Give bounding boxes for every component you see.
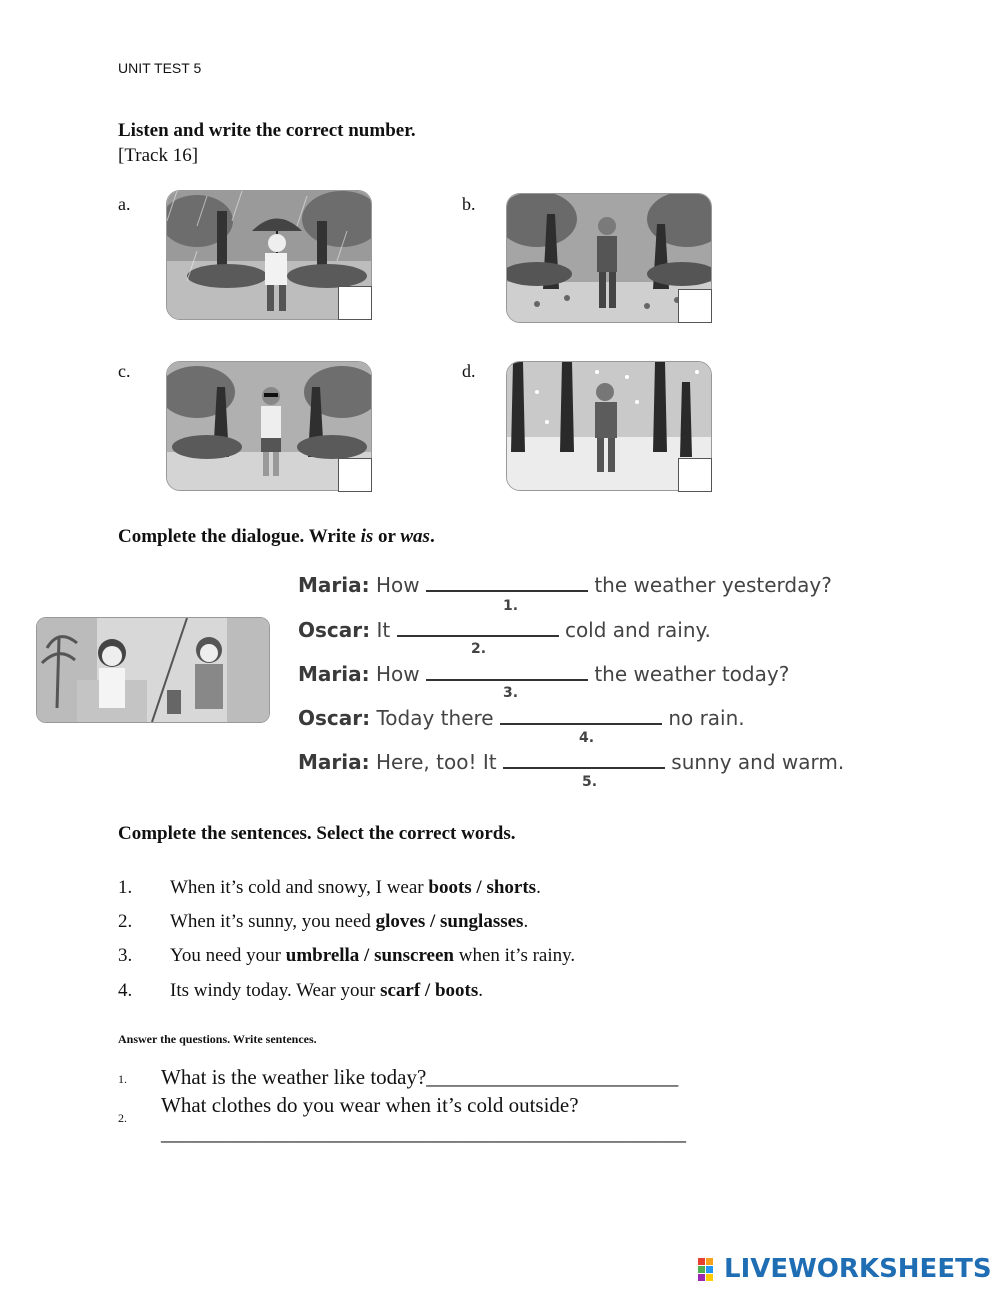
sentence-2 bbox=[118, 911, 528, 933]
question-2: What clothes do you wear when it’s cold outside? bbox=[161, 1093, 579, 1117]
sentence-1 bbox=[118, 877, 541, 899]
dialogue-text: no rain. bbox=[668, 706, 745, 730]
answer-line-2[interactable]: __________________________________________________ bbox=[161, 1121, 686, 1145]
section1-title: Listen and write the correct number. bbox=[118, 120, 416, 141]
dialogue-line-3 bbox=[298, 661, 789, 686]
blank-number-2: 2. bbox=[471, 641, 487, 657]
speaker-maria: Maria: bbox=[298, 573, 370, 597]
speaker-maria: Maria: bbox=[298, 750, 370, 774]
dialogue-text: sunny and warm. bbox=[671, 750, 845, 774]
answer-box-c[interactable] bbox=[338, 458, 372, 492]
dialogue-line-1 bbox=[298, 572, 832, 597]
blank-number-5: 5. bbox=[582, 774, 598, 790]
question-number-2: 2. bbox=[118, 1111, 127, 1125]
dialogue-line-4 bbox=[298, 705, 745, 730]
blank-number-1: 1. bbox=[503, 598, 519, 614]
liveworksheets-logo: LIVEWORKSHEETS bbox=[724, 1254, 992, 1284]
answer-box-d[interactable] bbox=[678, 458, 712, 492]
section3-title: Complete the sentences. Select the correct words. bbox=[118, 823, 516, 844]
dialogue-blank-3[interactable] bbox=[426, 661, 588, 681]
sentence-number: 3. bbox=[118, 945, 133, 966]
dialogue-text: the weather today? bbox=[594, 662, 790, 686]
speaker-oscar: Oscar: bbox=[298, 618, 371, 642]
question-number-1: 1. bbox=[118, 1072, 127, 1086]
dialogue-text: Today there bbox=[376, 706, 494, 730]
item-letter-c: c. bbox=[118, 361, 131, 381]
answer-box-a[interactable] bbox=[338, 286, 372, 320]
liveworksheets-logo-icon bbox=[698, 1258, 722, 1282]
section2-title-text: Complete the dialogue. Write bbox=[118, 526, 361, 547]
word-is: is bbox=[360, 526, 374, 547]
speaker-oscar: Oscar: bbox=[298, 706, 371, 730]
dialogue-blank-2[interactable] bbox=[397, 617, 559, 637]
sentence-3 bbox=[118, 945, 575, 967]
answer-box-b[interactable] bbox=[678, 289, 712, 323]
item-letter-b: b. bbox=[462, 194, 476, 214]
word-was: was bbox=[400, 526, 430, 547]
sentence-text: You need your bbox=[170, 945, 286, 966]
unit-title: UNIT TEST 5 bbox=[118, 60, 202, 76]
word-choice[interactable]: umbrella / sunscreen bbox=[285, 945, 454, 966]
section2-title-period: . bbox=[429, 526, 435, 547]
dialogue-blank-5[interactable] bbox=[503, 749, 665, 769]
sentence-number: 2. bbox=[118, 911, 133, 932]
sentence-text: Its windy today. Wear your bbox=[170, 980, 381, 1001]
speaker-maria: Maria: bbox=[298, 662, 370, 686]
dialogue-text: How bbox=[375, 662, 420, 686]
blank-number-4: 4. bbox=[579, 730, 595, 746]
dialogue-blank-4[interactable] bbox=[500, 705, 662, 725]
dialogue-text: cold and rainy. bbox=[564, 618, 711, 642]
word-choice[interactable]: scarf / boots bbox=[380, 980, 479, 1001]
dialogue-line-2 bbox=[298, 617, 711, 642]
track-label: [Track 16] bbox=[118, 145, 199, 166]
item-letter-d: d. bbox=[462, 361, 476, 381]
blank-number-3: 3. bbox=[503, 685, 519, 701]
word-choice[interactable]: gloves / sunglasses bbox=[375, 911, 524, 932]
sentence-4 bbox=[118, 980, 483, 1002]
sentence-text: . bbox=[523, 911, 529, 932]
sentence-number: 1. bbox=[118, 877, 133, 898]
section2-title-or: or bbox=[373, 526, 401, 547]
sentence-text: When it’s cold and snowy, I wear bbox=[170, 877, 429, 898]
dialogue-text: the weather yesterday? bbox=[594, 573, 832, 597]
sentence-text: . bbox=[536, 877, 541, 898]
sentence-text: . bbox=[478, 980, 483, 1001]
item-letter-a: a. bbox=[118, 194, 131, 214]
sentence-text: When it’s sunny, you need bbox=[170, 911, 376, 932]
dialogue-blank-1[interactable] bbox=[426, 572, 588, 592]
dialogue-text: Here, too! It bbox=[375, 750, 497, 774]
sentence-number: 4. bbox=[118, 980, 133, 1001]
section4-title: Answer the questions. Write sentences. bbox=[118, 1032, 317, 1046]
phone-call-illustration bbox=[36, 617, 270, 723]
dialogue-text: It bbox=[376, 618, 391, 642]
section2-title bbox=[118, 526, 435, 548]
dialogue-text: How bbox=[375, 573, 420, 597]
sentence-text: when it’s rainy. bbox=[453, 945, 576, 966]
word-choice[interactable]: boots / shorts bbox=[428, 877, 537, 898]
dialogue-line-5 bbox=[298, 749, 844, 774]
question-1[interactable]: What is the weather like today?________________________ bbox=[161, 1065, 679, 1089]
